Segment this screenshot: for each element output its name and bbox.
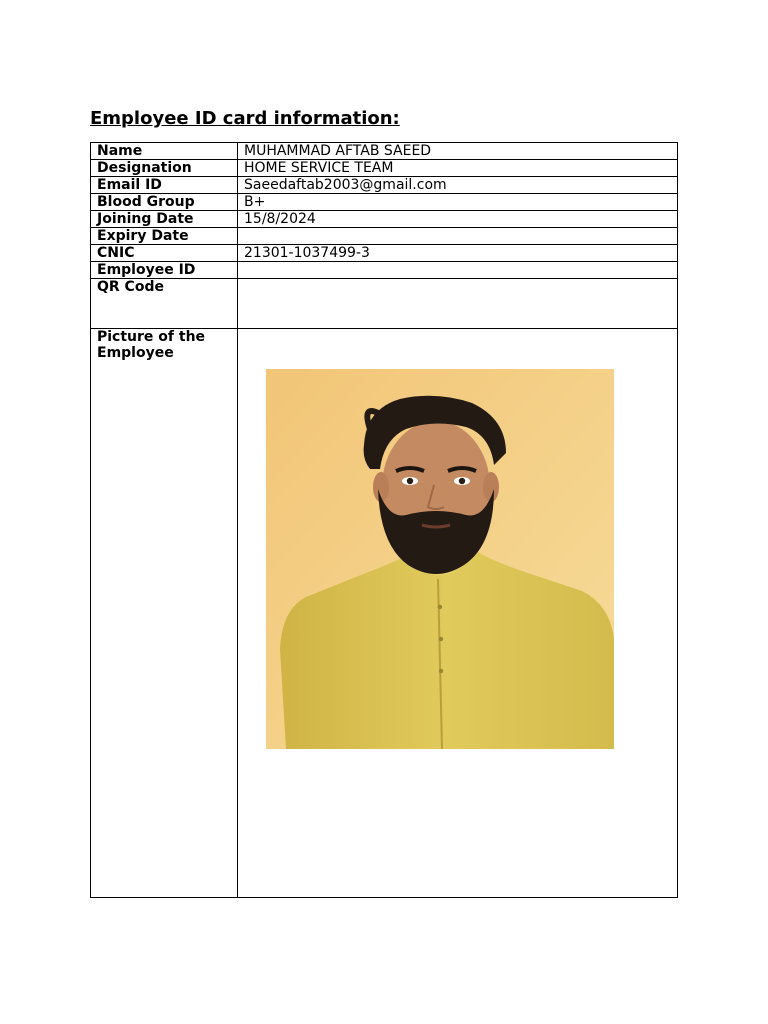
pupil-left — [407, 478, 413, 484]
table-row — [91, 177, 678, 194]
employee-info-table — [90, 142, 678, 898]
designation-value: HOME SERVICE TEAM — [238, 160, 678, 177]
employee-photo — [266, 369, 614, 749]
name-label: Name — [91, 143, 238, 160]
table-row — [91, 262, 678, 279]
picture-cell — [238, 329, 678, 898]
shirt-button — [438, 605, 442, 609]
employee-id-label: Employee ID — [91, 262, 238, 279]
table-row — [91, 228, 678, 245]
table-row — [91, 143, 678, 160]
shirt-button — [439, 637, 443, 641]
joining-date-value: 15/8/2024 — [238, 211, 678, 228]
picture-label: Picture of the Employee — [91, 329, 238, 898]
cnic-label: CNIC — [91, 245, 238, 262]
blood-group-label: Blood Group — [91, 194, 238, 211]
table-row — [91, 245, 678, 262]
table-row — [91, 194, 678, 211]
name-value: MUHAMMAD AFTAB SAEED — [238, 143, 678, 160]
joining-date-label: Joining Date — [91, 211, 238, 228]
table-row — [91, 329, 678, 898]
designation-label: Designation — [91, 160, 238, 177]
document-title: Employee ID card information: — [90, 108, 400, 129]
cnic-value: 21301-1037499-3 — [238, 245, 678, 262]
qr-code-label: QR Code — [91, 279, 238, 329]
expiry-date-label: Expiry Date — [91, 228, 238, 245]
email-value: Saeedaftab2003@gmail.com — [238, 177, 678, 194]
employee-id-value — [238, 262, 678, 279]
qr-code-value — [238, 279, 678, 329]
expiry-date-value — [238, 228, 678, 245]
table-row — [91, 211, 678, 228]
shirt-button — [439, 669, 443, 673]
table-row — [91, 160, 678, 177]
photo-container — [244, 329, 671, 897]
pupil-right — [459, 478, 465, 484]
blood-group-value: B+ — [238, 194, 678, 211]
email-label: Email ID — [91, 177, 238, 194]
table-row — [91, 279, 678, 329]
